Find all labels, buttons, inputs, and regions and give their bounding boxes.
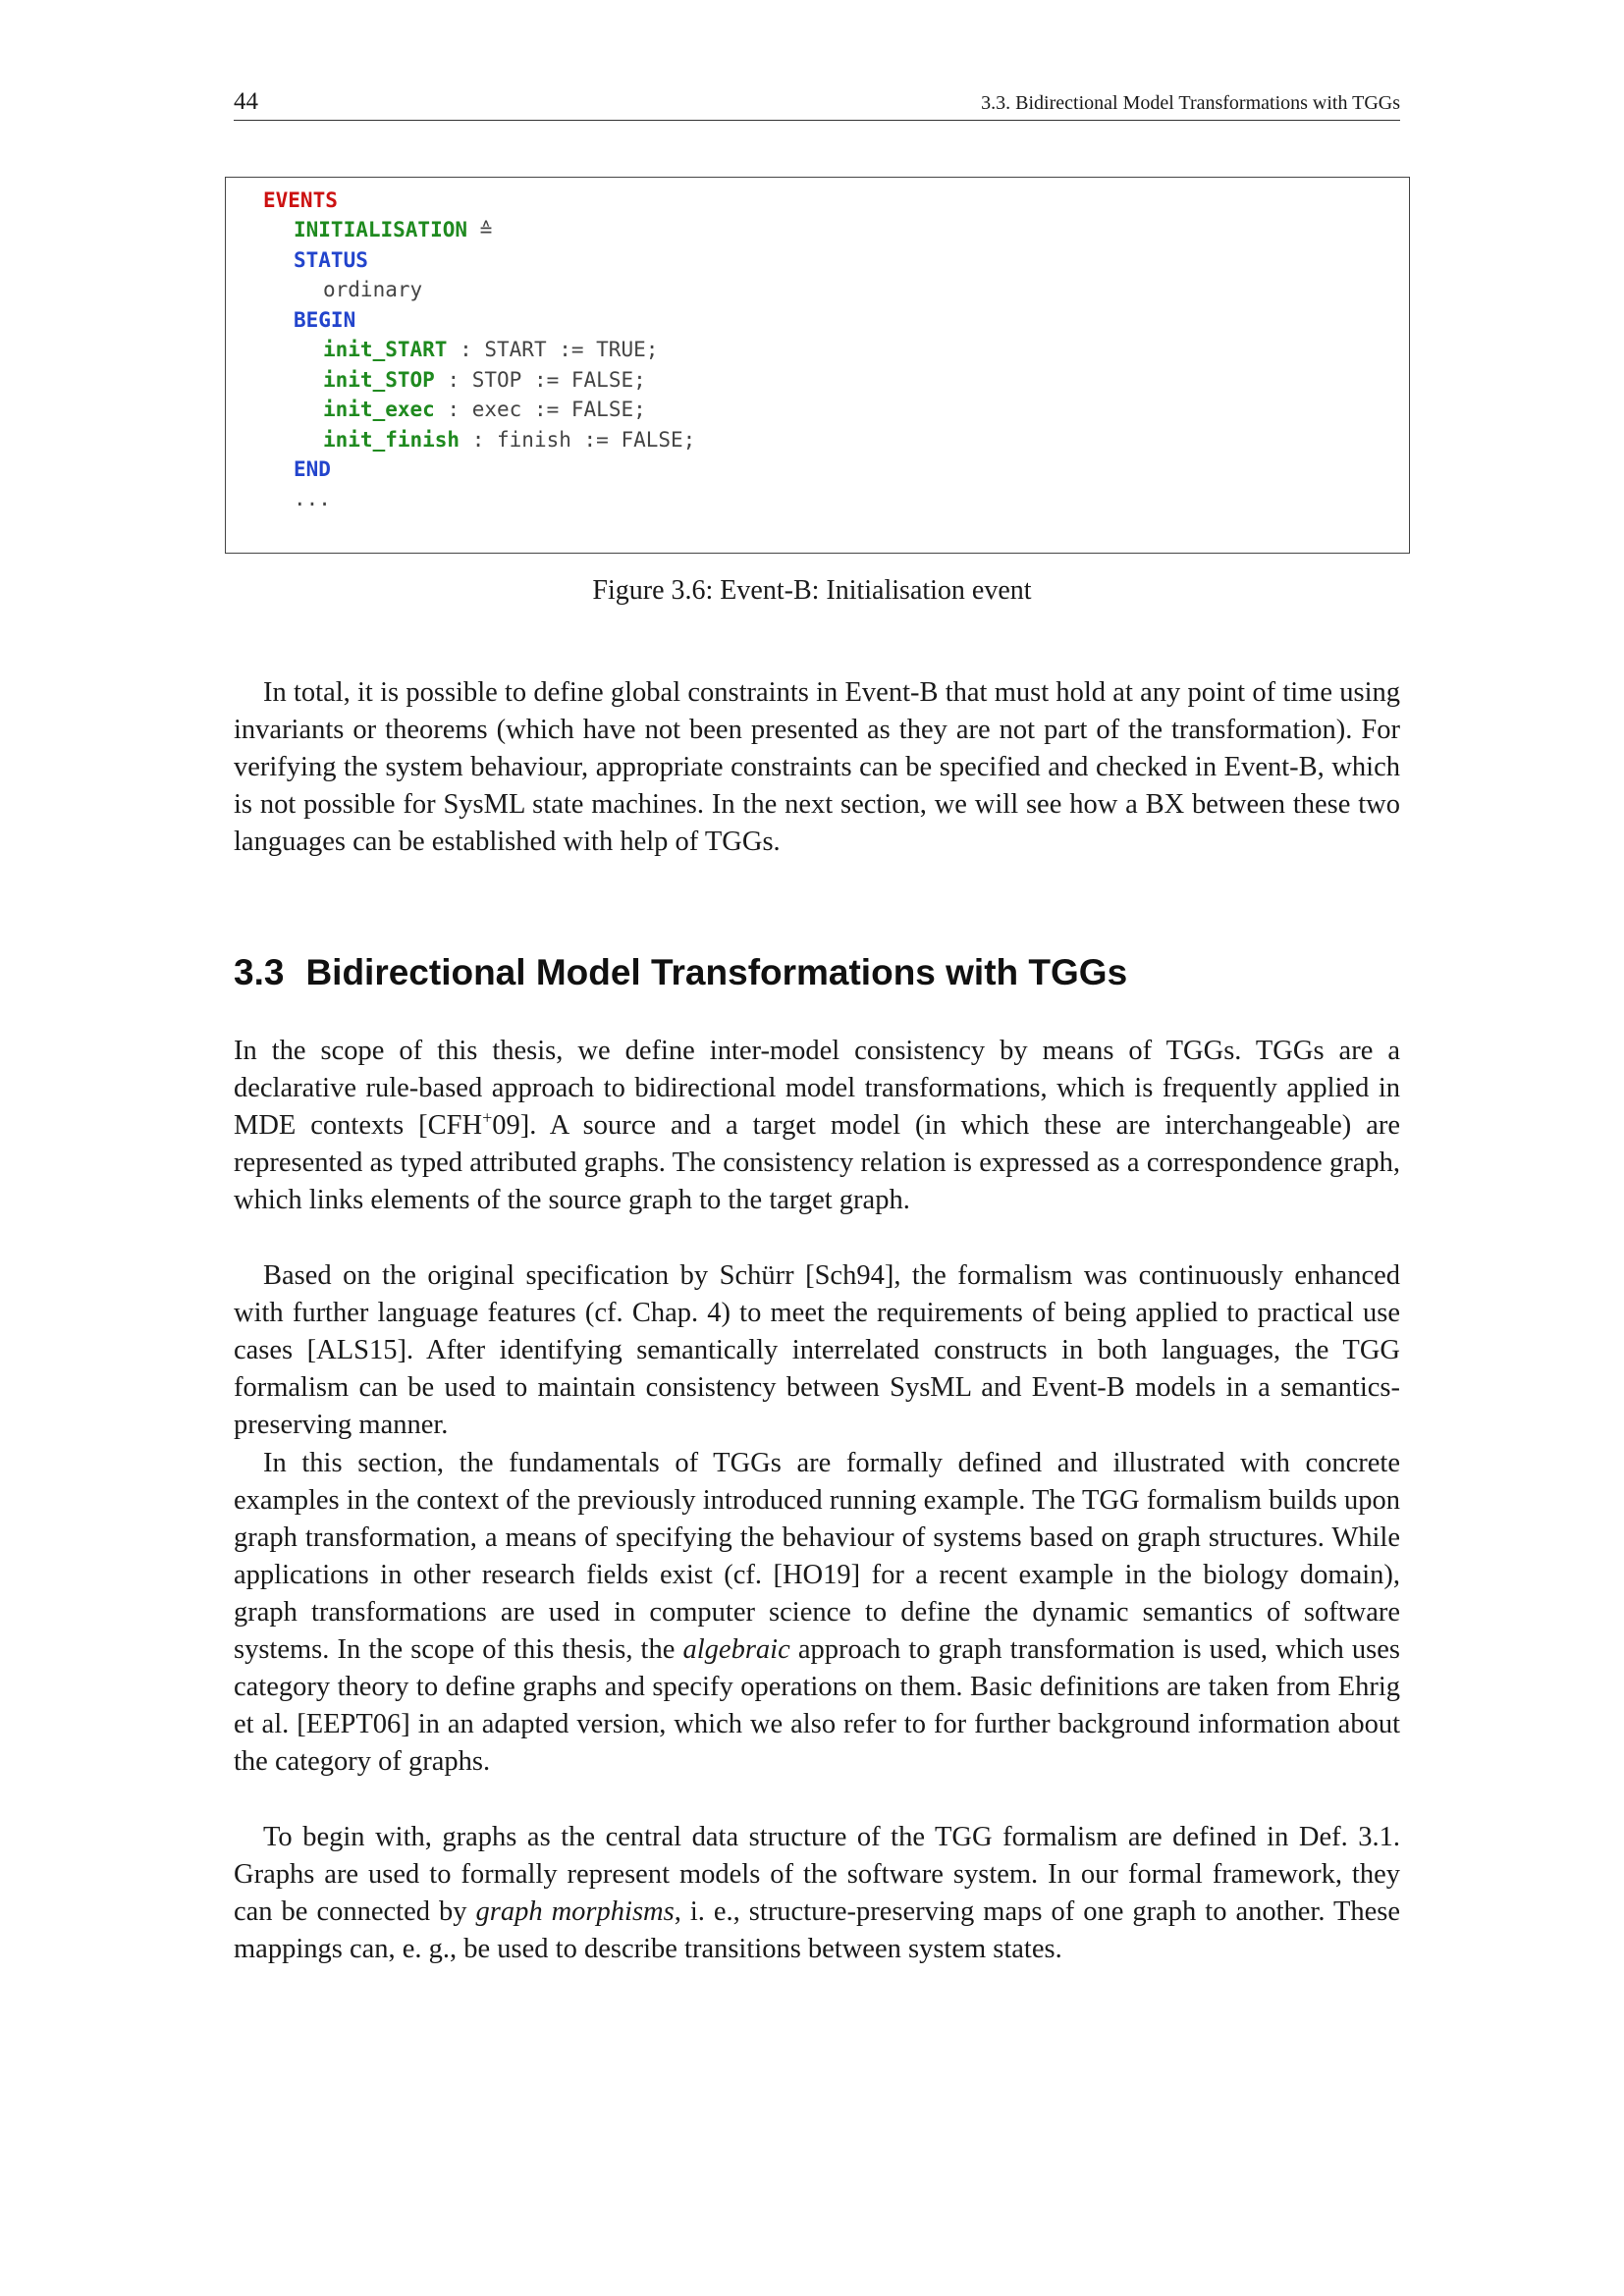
code-line-ordinary [323,275,422,304]
keyword-end: END [294,457,331,481]
code-line-events [263,186,338,215]
paragraph-5 [234,1819,1400,1968]
action-label: init_finish [323,428,460,452]
superscript: + [482,1107,493,1128]
code-listing [225,177,1410,554]
keyword-status: STATUS [294,248,368,272]
emphasis-graph-morphisms: graph morphisms [475,1896,675,1927]
action-label: init_START [323,338,448,361]
keyword-begin: BEGIN [294,308,356,332]
status-value: ordinary [323,278,423,301]
paragraph-4-text: In this section, the fundamentals of TGGs are formally defined and illustrated with concrete examples in the context of the previously introduced running example. The TGG formalism builds upon graph transformation, a means of specifying the behaviour of systems based on graph structures. While applications in other research fields exist (cf. [HO19] for a recent example in the biology domain), graph transformations are used in computer science to define the dynamic semantics of software systems. In the scope of this thesis, the [234,1448,1400,1665]
code-line-end [294,454,331,484]
figure-caption: Figure 3.6: Event-B: Initialisation event [592,575,1032,606]
paragraph-4 [234,1445,1400,1781]
code-line-action-3 [323,395,646,424]
code-line-ellipsis [294,484,331,513]
paragraph-4-text-end: approach to graph transformation is used, which uses category theory to define graphs and specify operations on them. Basic definitions are taken from Ehrig et al. [EEPT06] in an adapted version, which we also refer to for further background information about the category of graphs. [234,1634,1400,1777]
defined-as-symbol: ≙ [479,218,493,241]
action-body: : finish := FALSE; [471,428,696,452]
section-number: 3.3 [234,952,285,992]
action-label: init_exec [323,398,435,421]
code-line-status [294,245,368,275]
keyword-initialisation: INITIALISATION [294,218,468,241]
paragraph-2-text-end: 09]. A source and a target model (in which these are interchangeable) are represented as typed attributed graphs. The consistency relation is expressed as a correspondence graph, which links elements of the source graph to the target graph. [234,1110,1400,1215]
paragraph-2 [234,1033,1400,1219]
code-line-action-1 [323,335,658,364]
action-body: : START := TRUE; [460,338,659,361]
paragraph-5-text: To begin with, graphs as the central data structure of the TGG formalism are defined in Def. 3.1. Graphs are used to formally represent models of the software system. In our formal framework, they can be connected by [234,1822,1400,1927]
page-number: 44 [234,88,258,115]
code-line-begin [294,305,355,335]
action-body: : exec := FALSE; [447,398,646,421]
code-line-initialisation [294,215,492,244]
keyword-events: EVENTS [263,188,338,212]
page-header [234,86,1400,121]
paragraph-2-text: In the scope of this thesis, we define inter-model consistency by means of TGGs. TGGs are a declarative rule-based approach to bidirectional model transformations, which is frequently applied in MDE contexts [CFH [234,1036,1400,1141]
paragraph-1: In total, it is possible to define global constraints in Event-B that must hold at any point of time using invariants or theorems (which have not been presented as they are not part of the transformation). For verifying the system behaviour, appropriate constraints can be specified and checked in Event-B, which is not possible for SysML state machines. In the next section, we will see how a BX between these two languages can be established with help of TGGs. [234,677,1400,857]
running-title: 3.3. Bidirectional Model Transformations with TGGs [981,92,1400,114]
section-title: Bidirectional Model Transformations with TGGs [305,952,1128,992]
section-heading [234,952,1127,993]
code-line-action-4 [323,425,695,454]
action-label: init_STOP [323,368,435,392]
ellipsis: ... [294,487,331,510]
paragraph-5-text-end: , i. e., structure-preserving maps of one graph to another. These mappings can, e. g., be used to describe transitions between system states. [234,1896,1401,1964]
emphasis-algebraic: algebraic [682,1634,790,1665]
action-body: : STOP := FALSE; [447,368,646,392]
paragraph-3: Based on the original specification by Schürr [Sch94], the formalism was continuously enhanced with further language features (cf. Chap. 4) to meet the requirements of being applied to practical use cases [ALS15]. After identifying semantically interrelated constructs in both languages, the TGG formalism can be used to maintain consistency between SysML and Event-B models in a semantics-preserving manner. [234,1260,1400,1440]
code-line-action-2 [323,365,646,395]
